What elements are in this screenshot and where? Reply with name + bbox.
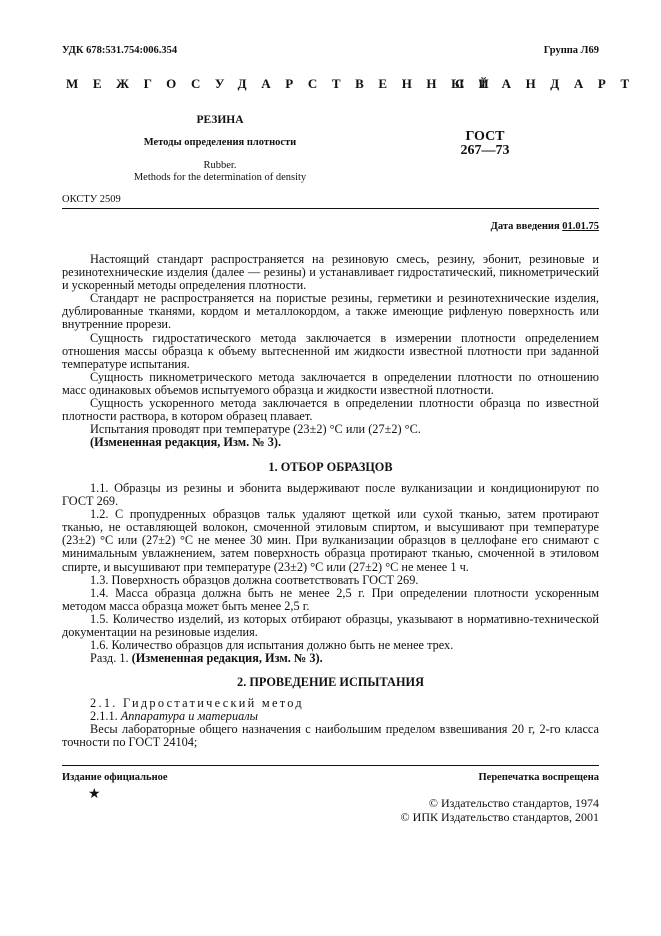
clause-1-6: 1.6. Количество образцов для испытания должно быть не менее трех. (90, 638, 454, 653)
clause-1-1: 1.1. Образцы из резины и эбонита выдерживают после вулканизации и кондиционируют по ГОСТ 269. (62, 481, 599, 509)
clause-2-1-1-number: 2.1.1. (90, 709, 118, 724)
udk-code: УДК 678:531.754:006.354 (62, 45, 178, 56)
banner-left: МЕЖГОСУДАРСТВЕННЫЙ (66, 76, 504, 91)
intro-block (62, 253, 599, 449)
equipment-item: Весы лабораторные общего назначения с наибольшим пределом взвешивания 20 г, 2-го класса точности по ГОСТ 24104; (62, 722, 599, 750)
intro-paragraph: Сущность гидростатического метода заключается в измерении плотности определением отношения массы образца к объему вытесненной им жидкости известной плотности при заданной температуре испытания. (62, 330, 599, 371)
copyright-2: © ИПК Издательство стандартов, 2001 (400, 810, 599, 824)
section-1-amendment (62, 652, 599, 665)
gost-number: 267—73 (460, 143, 510, 158)
intro-paragraph: Сущность ускоренного метода заключается в определении плотности образца по известной плотности раствора, в котором образец плавает. (62, 396, 599, 424)
section-2-block (62, 697, 599, 749)
intro-paragraph: Испытания проводят при температуре (23±2) °С или (27±2) °С. (90, 422, 421, 437)
section-1-block (62, 482, 599, 665)
doc-subtitle: Методы определения плотности (143, 137, 297, 148)
star-icon: ★ (88, 787, 101, 802)
date-label: Дата введения (490, 221, 560, 232)
english-title-2: Methods for the determination of density (133, 172, 307, 183)
official-edition: Издание официальное (62, 772, 168, 783)
clause-2-1-1-title: Аппаратура и материалы (120, 709, 258, 724)
clause-1-3: 1.3. Поверхность образцов должна соответствовать ГОСТ 269. (90, 572, 419, 587)
banner-right: СТАНДАРТ (455, 76, 644, 91)
footer-divider (62, 765, 599, 766)
effective-date (491, 221, 599, 232)
clause-1-5: 1.5. Количество изделий, из которых отбирают образцы, указывают в нормативно-технической документации на резиновые изделия. (62, 611, 599, 640)
title-divider (62, 208, 599, 209)
gost-label: ГОСТ (465, 129, 505, 144)
section-2-heading: 2. ПРОВЕДЕНИЕ ИСПЫТАНИЯ (237, 675, 424, 689)
copyright-1: © Издательство стандартов, 1974 (428, 796, 599, 810)
intro-paragraph: Сущность пикнометрического метода заключается в определении плотности по отношению масс одинаковых объемов испытуемого образца и жидкости известной плотности. (62, 369, 599, 397)
razd-prefix: Разд. 1. (90, 651, 129, 666)
razd-note: (Измененная редакция, Изм. № 3). (131, 651, 323, 666)
reprint-notice: Перепечатка воспрещена (478, 772, 599, 783)
clause-2-1: 2.1. Гидростатический метод (90, 696, 304, 710)
clause-1-2: 1.2. С пропудренных образцов тальк удаляют щеткой или сухой тканью, затем протирают тканью, не оставляющей волокон, смоченной этиловым спиртом, и высушивают при температуре (23±2) °С или (27±2) °С не менее 30 мин. При вулканизации образцов в целлофане его снимают с минимальным увлажнением, затем поверхность образца протирают тканью, смоченной в этиловом спирте, и высушивают при температуре (23±2) °С или (27±2) °С не менее 1 ч. (62, 507, 599, 574)
date-value: 01.01.75 (562, 221, 599, 232)
amendment-note: (Измененная редакция, Изм. № 3). (90, 435, 282, 450)
group-code: Группа Л69 (543, 45, 599, 56)
clause-1-4: 1.4. Масса образца должна быть не менее 2,5 г. При определении плотности ускоренным методом масса образца может быть менее 2,5 г. (62, 585, 599, 613)
intro-paragraph: Стандарт не распространяется на пористые резины, герметики и резинотехнические изделия, дублированные тканями, кордом и металлокордом, а также имеющие рифленую поверхность или внутренние прорези. (62, 291, 599, 332)
doc-title: РЕЗИНА (196, 114, 244, 126)
english-title-1: Rubber. (203, 160, 237, 171)
intro-paragraph: Настоящий стандарт распространяется на резиновую смесь, резину, эбонит, резиновые и резинотехнические изделия (далее — резины) и устанавливает гидростатический, пикнометрический и ускоренный методы определения плотности. (62, 252, 599, 293)
okstu-code: ОКСТУ 2509 (62, 194, 121, 205)
section-1-heading: 1. ОТБОР ОБРАЗЦОВ (268, 460, 393, 474)
